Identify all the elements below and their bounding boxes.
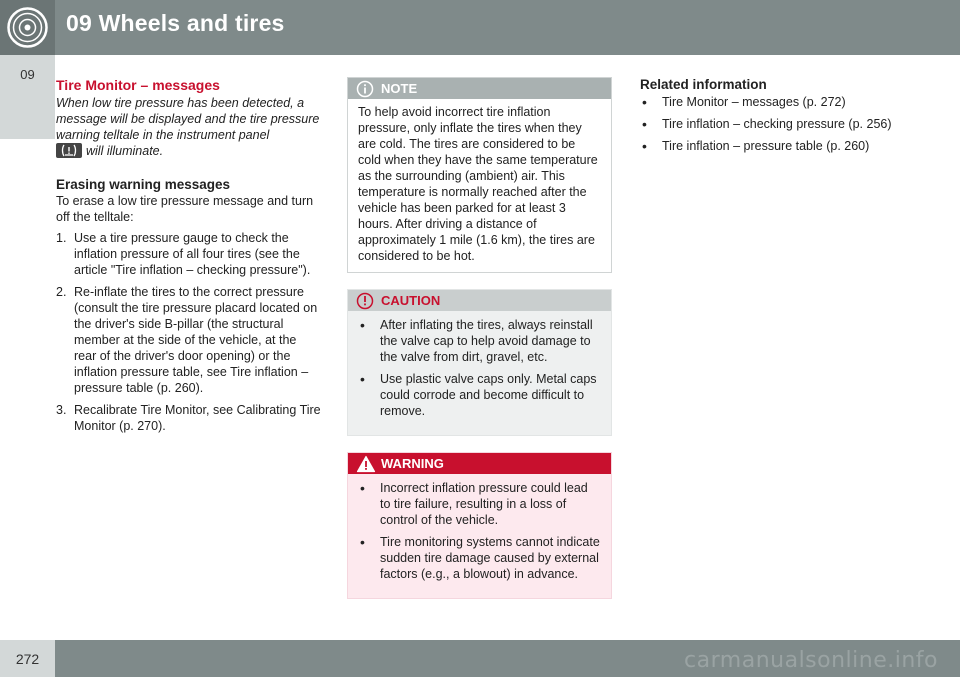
watermark: carmanualsonline.info	[684, 648, 938, 673]
caution-list	[358, 317, 601, 419]
section-title: Tire Monitor – messages	[56, 77, 220, 93]
related-link[interactable]: • Tire inflation – pressure table (p. 260)	[640, 138, 910, 154]
tire-pressure-warning-icon	[56, 143, 82, 158]
step-text: Recalibrate Tire Monitor, see Calibrating Tire Monitor (p. 270).	[74, 403, 321, 433]
warning-item: • Incorrect inflation pressure could lead to tire failure, resulting in a loss of control of the vehicle.	[358, 480, 601, 528]
erasing-messages-heading: Erasing warning messages	[56, 177, 231, 192]
warning-list	[358, 480, 601, 582]
caution-header	[348, 290, 611, 311]
chapter-icon-box	[0, 0, 55, 55]
warning-label: WARNING	[381, 456, 444, 471]
page-number-box	[0, 640, 55, 677]
intro-text-end: will illuminate.	[86, 144, 164, 158]
steps-list	[56, 230, 322, 434]
caution-body	[348, 311, 611, 435]
warning-item: • Tire monitoring systems cannot indicate sudden tire damage caused by external factors (e.g., a blowout) in advance.	[358, 534, 601, 582]
page-footer	[0, 640, 960, 677]
caution-box	[347, 289, 612, 436]
caution-item: • Use plastic valve caps only. Metal caps could corrode and become difficult to remove.	[358, 371, 601, 419]
related-column	[640, 77, 910, 160]
chapter-header	[0, 0, 960, 55]
tire-icon	[0, 0, 55, 55]
chapter-side-tab	[0, 55, 55, 139]
chapter-title: 09 Wheels and tires	[66, 10, 285, 36]
note-box	[347, 77, 612, 273]
note-body: To help avoid incorrect tire inflation pressure, only inflate the tires when they are cold. The tires are considered to be cold when they have the same temperature as the surrounding (ambient) air. This temperature is normally reached after the vehicle has been parked for at least 3 hours. After driving a distance of approximately 1 mile (1.6 km), the tires are considered to be hot.	[348, 99, 611, 272]
caution-item: • After inflating the tires, always reinstall the valve cap to help avoid damage to the valve from dirt, gravel, etc.	[358, 317, 601, 365]
note-label: NOTE	[381, 81, 418, 96]
related-link[interactable]: • Tire Monitor – messages (p. 272)	[640, 94, 910, 110]
step-item	[56, 402, 322, 434]
warning-box	[347, 452, 612, 599]
step-text: Re-inflate the tires to the correct pressure (consult the tire pressure placard located on the driver's side B-pillar (the structural member at the side of the vehicle, at the rear of the driver's door opening) or the inflation pressure table, see Tire inflation – pressure table (p. 260).	[74, 285, 318, 395]
erasing-lead-text: To erase a low tire pressure message and turn off the telltale:	[56, 194, 314, 224]
notice-column	[347, 77, 612, 599]
step-number: 1.	[56, 231, 67, 245]
intro-text-start: When low tire pressure has been detected, a message will be displayed and the tire pressure warning telltale in the instrument panel	[56, 96, 320, 142]
main-column	[56, 77, 322, 440]
step-number: 2.	[56, 285, 67, 299]
warning-triangle-icon	[356, 455, 376, 473]
page-number: 272	[15, 651, 40, 667]
step-item	[56, 230, 322, 278]
intro-text	[56, 95, 322, 159]
step-text: Use a tire pressure gauge to check the inflation pressure of all four tires (see the article "Tire inflation – checking pressure").	[74, 231, 311, 277]
warning-header	[348, 453, 611, 474]
related-list	[640, 94, 910, 154]
info-icon	[356, 80, 374, 98]
chapter-number: 09	[20, 67, 35, 82]
related-title: Related information	[640, 77, 767, 92]
note-header	[348, 78, 611, 99]
caution-exclamation-icon	[356, 292, 374, 310]
related-link[interactable]: • Tire inflation – checking pressure (p. 256)	[640, 116, 910, 132]
step-number: 3.	[56, 403, 67, 417]
step-item	[56, 284, 322, 396]
caution-label: CAUTION	[381, 293, 441, 308]
warning-body	[348, 474, 611, 598]
